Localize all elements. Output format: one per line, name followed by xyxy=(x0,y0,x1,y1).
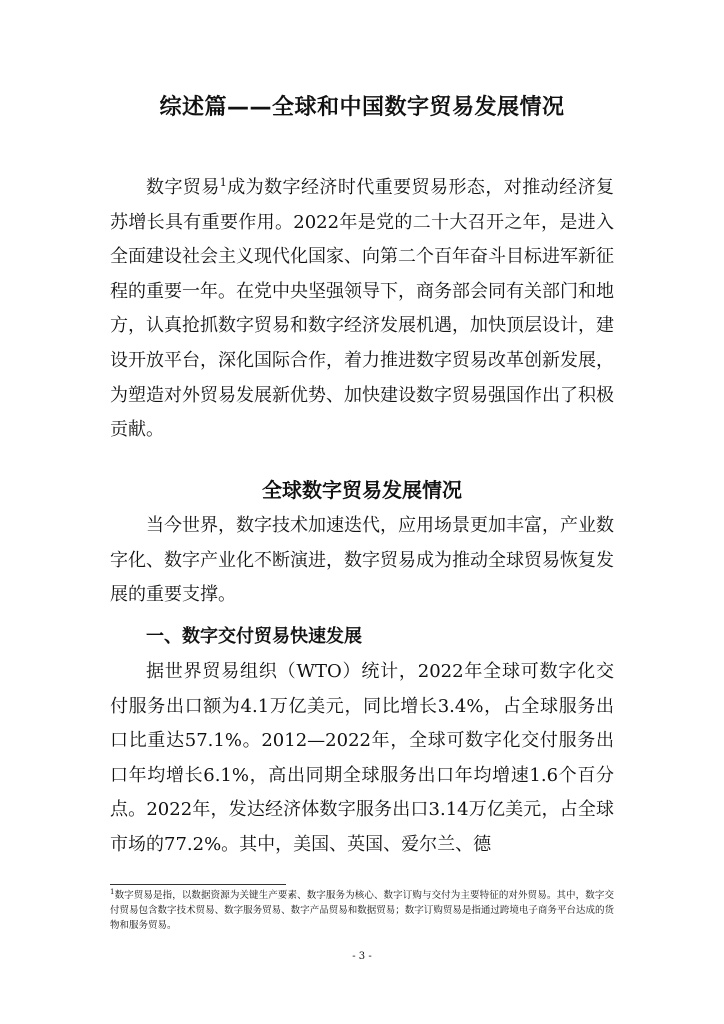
intro-paragraph xyxy=(110,171,614,448)
intro-lead: 数字贸易 xyxy=(146,177,220,198)
footnote-reference[interactable]: 1 xyxy=(219,176,227,189)
footnote-mark: 1 xyxy=(110,887,115,896)
section-heading: 全球数字贸易发展情况 xyxy=(262,478,462,502)
footnote-divider xyxy=(110,884,286,885)
statistics-paragraph: 据世界贸易组织（WTO）统计，2022年全球可数字化交付服务出口额为4.1万亿美元，同比增长3.4%，占全球服务出口比重达57.1%。2012—2022年，全球可数字化交付服务出口年均增长6.1%，高出同期全球服务出口年均增速1.6个百分点。2022年，发达经济体数字服务出口3.14万亿美元，占全球市场的77.2%。其中，美国、英国、爱尔兰、德 xyxy=(110,661,615,855)
footnote xyxy=(110,888,614,933)
footnote-text: 数字贸易是指，以数据资源为关键生产要素、数字服务为核心、数字订购与交付为主要特征的对外贸易。其中，数字交付贸易包含数字技术贸易、数字服务贸易、数字产品贸易和数据贸易；数字订购贸易是指通过跨境电子商务平台达成的货物和服务贸易。 xyxy=(110,890,614,931)
section-paragraph: 当今世界，数字技术加速迭代，应用场景更加丰富，产业数字化、数字产业化不断演进，数字贸易成为推动全球贸易恢复发展的重要支撑。 xyxy=(110,515,614,606)
page-number: - 3 - xyxy=(352,951,372,962)
page-title: 综述篇——全球和中国数字贸易发展情况 xyxy=(159,95,565,120)
intro-text: 成为数字经济时代重要贸易形态，对推动经济复苏增长具有重要作用。2022年是党的二十大召开之年，是进入全面建设社会主义现代化国家、向第二个百年奋斗目标进军新征程的重要一年。在党中央坚强领导下，商务部会同有关部门和地方，认真抢抓数字贸易和数字经济发展机遇，加快顶层设计，建设开放平台，深化国际合作，着力推进数字贸易改革创新发展，为塑造对外贸易发展新优势、加快建设数字贸易强国作出了积极贡献。 xyxy=(110,177,615,441)
subsection-heading: 一、数字交付贸易快速发展 xyxy=(146,626,362,647)
